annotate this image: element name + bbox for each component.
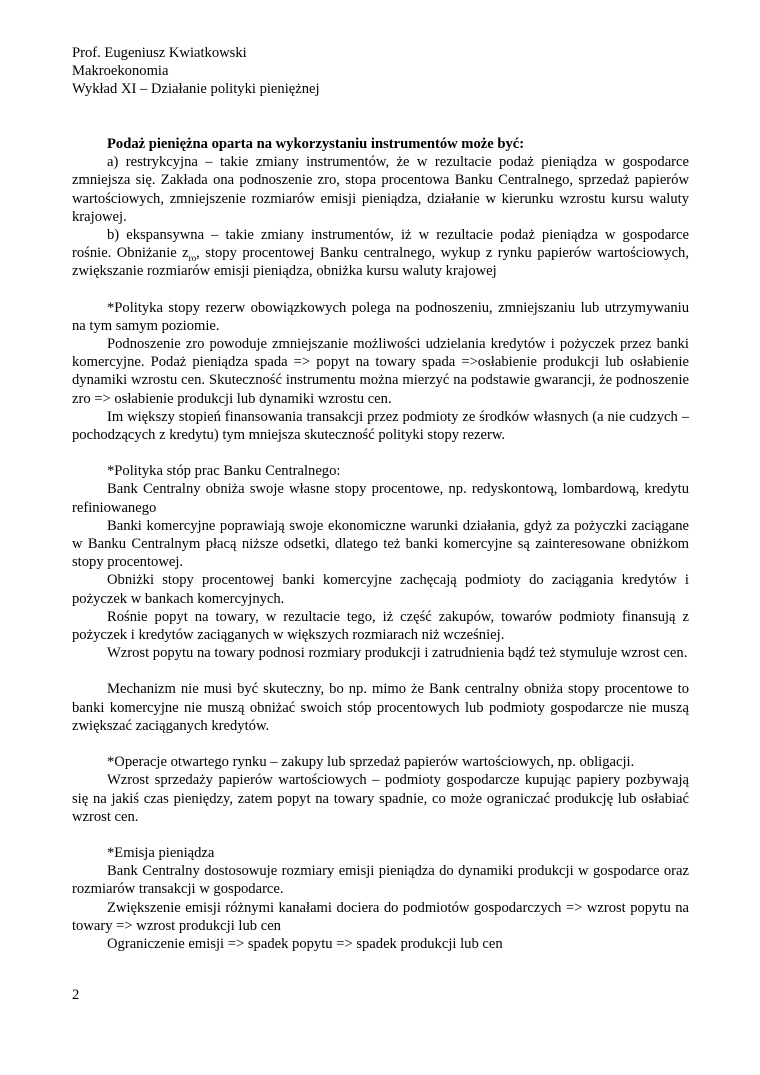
paragraph-emission-adjust: Bank Centralny dostosowuje rozmiary emisji pieniądza do dynamiki produkcji w gospodarce oraz rozmiarów transakcji w gospodarce. <box>72 863 689 898</box>
paragraph-open-market-effect: Wzrost sprzedaży papierów wartościowych – podmioty gospodarcze kupując papiery pozbywają się na jakiś czas pieniędzy, zatem popyt na towary spadnie, co może ograniczać produkcję lub osłabiać wzrost cen. <box>72 772 689 825</box>
paragraph-reserve-policy: *Polityka stopy rezerw obowiązkowych polega na podnoszeniu, zmniejszaniu lub utrzymywaniu na tym samym poziomie. <box>72 299 689 334</box>
author-line: Prof. Eugeniusz Kwiatkowski <box>72 45 247 61</box>
paragraph-emission-increase: Zwiększenie emisji różnymi kanałami dociera do podmiotów gospodarczych => wzrost popytu na towary => wzrost produkcji lub cen <box>72 899 689 934</box>
paragraph-rates-lowering: Bank Centralny obniża swoje własne stopy procentowe, np. redyskontową, lombardową, kredytu refiniowanego <box>72 481 689 516</box>
paragraph-restrictive: a) restrykcyjna – takie zmiany instrumentów, że w rezultacie podaż pieniądza w gospodarce zmniejsza się. Zakłada ona podnoszenie zro, stopa procentowa Banku Centralnego, sprzedaż papierów wartościowych, zmniejszenie rozmiarów emisji pieniądza, działanie w kierunku wzrostu kursu waluty krajowej. <box>72 154 689 225</box>
document-body <box>72 135 689 953</box>
lecture-title-line: Wykład XI – Działanie polityki pieniężnej <box>72 81 320 97</box>
paragraph-emission: *Emisja pieniądza <box>107 844 215 861</box>
paragraph-rates-demand: Rośnie popyt na towary, w rezultacie tego, iż część zakupów, towarów podmioty finansują z pożyczek i kredytów zaciąganych w większych rozmiarach niż wcześniej. <box>72 608 689 644</box>
paragraph-rates-incentive: Obniżki stopy procentowej banki komercyjne zachęcają podmioty do zaciągania kredytów i pożyczek w bankach komercyjnych. <box>72 572 689 607</box>
paragraph-rates-production: Wzrost popytu na towary podnosi rozmiary produkcji i zatrudnienia bądź też stymuluje wzrost cen. <box>107 645 688 662</box>
section-heading: Podaż pieniężna oparta na wykorzystaniu instrumentów może być: <box>107 136 525 152</box>
paragraph-rates-banks: Banki komercyjne poprawiają swoje ekonomiczne warunki działania, gdyż za pożyczki zaciągane w Banku Centralnym płacą niższe odsetki, dlatego też banki komercyjne są zainteresowane obniżkom stopy procentowej. <box>72 517 689 571</box>
paragraph-mechanism: Mechanizm nie musi być skuteczny, bo np. mimo że Bank centralny obniża stopy procentowe to banki komercyjne nie muszą obniżać swoich stóp procentowych lub podmioty gospodarcze nie muszą zwiększać zaciąganych kredytów. <box>72 681 689 734</box>
paragraph-reserve-effectiveness: Im większy stopień finansowania transakcji przez podmioty ze środków własnych (a nie cudzych – pochodzących z kredytu) tym mniejsza skuteczność polityki stopy rezerw. <box>72 408 689 444</box>
page-number: 2 <box>72 987 80 1003</box>
paragraph-rates-policy: *Polityka stóp prac Banku Centralnego: <box>107 463 341 480</box>
paragraph-open-market: *Operacje otwartego rynku – zakupy lub sprzedaż papierów wartościowych, np. obligacji. <box>107 754 635 771</box>
paragraph-reserve-effect: Podnoszenie zro powoduje zmniejszanie możliwości udzielania kredytów i pożyczek przez banki komercyjne. Podaż pieniądza spada => popyt na towary spada =>osłabienie produkcji lub osłabienie dynamiki wzrostu cen. Skuteczność instrumentu można mierzyć na podstawie gwarancji, że podnoszenie zro => osłabienie produkcji lub dynamiki wzrostu cen. <box>72 336 689 407</box>
expansive-subscript: ro <box>188 253 197 264</box>
expansive-text-end: , stopy procentowej Banku centralnego, wykup z rynku papierów wartościowych, zwiększanie rozmiarów emisji pieniądza, obniżka kursu waluty krajowej <box>72 245 689 280</box>
paragraph-emission-limit: Ograniczenie emisji => spadek popytu => spadek produkcji lub cen <box>107 935 503 952</box>
expansive-text-start: b) ekspansywna – takie zmiany instrumentów, iż w rezultacie podaż pieniądza w gospodarce rośnie. Obniżanie z <box>72 227 689 262</box>
subject-line: Makroekonomia <box>72 63 169 79</box>
document-header <box>72 44 320 98</box>
paragraph-expansive <box>72 226 689 281</box>
